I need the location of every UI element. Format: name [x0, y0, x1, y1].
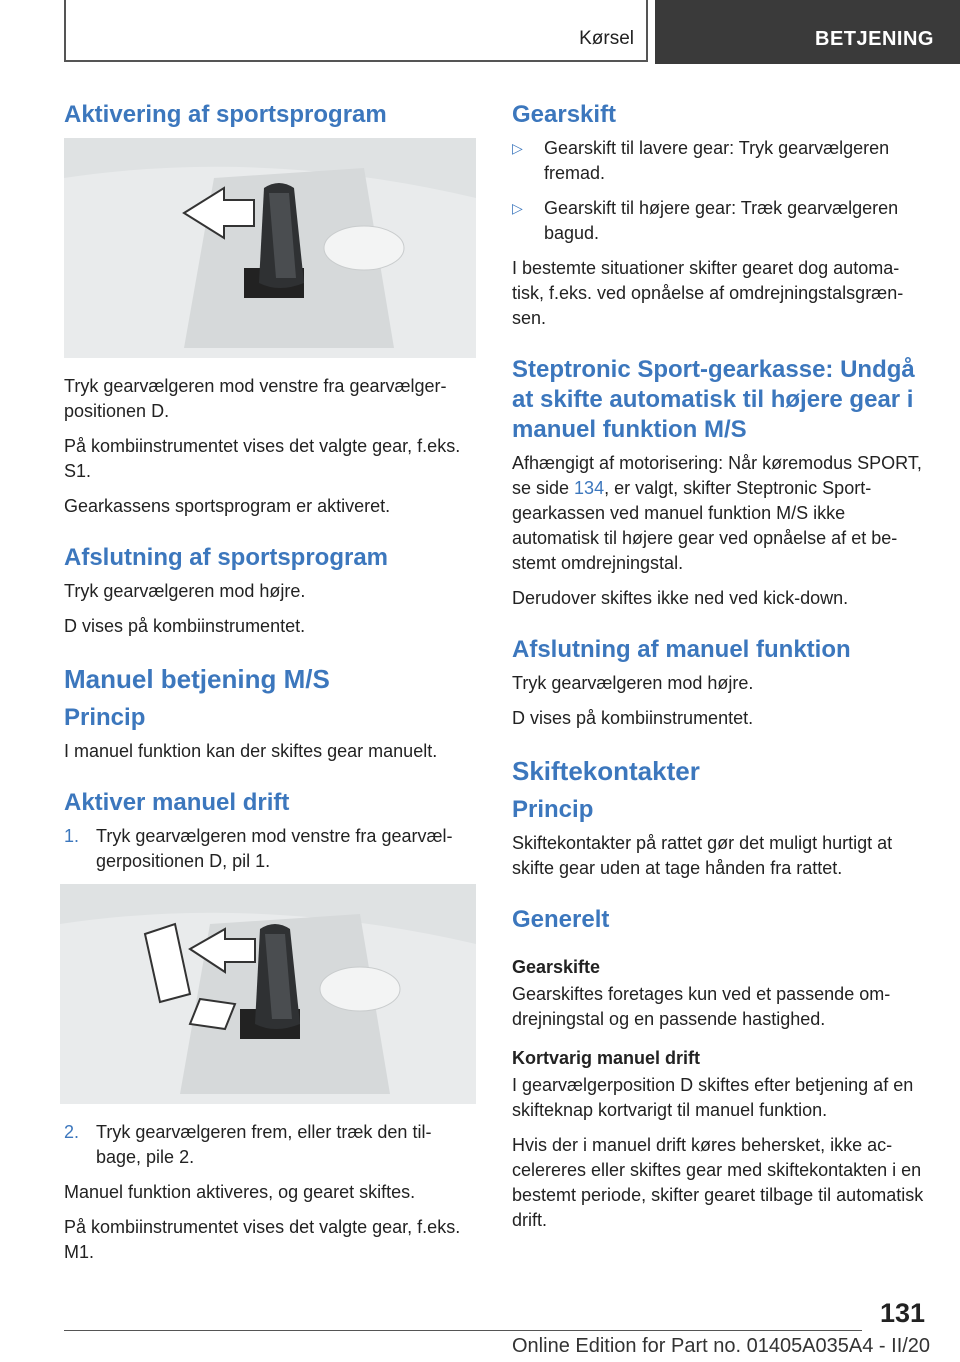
paragraph: Gearkassens sportsprogram er aktiveret. — [64, 496, 391, 516]
heading-activate-manual: Aktiver manuel drift — [64, 789, 290, 816]
right-column — [512, 100, 926, 1243]
paragraph: Derudover skiftes ikke ned ved kick-down. — [512, 588, 849, 608]
heading-principle: Princip — [512, 796, 594, 823]
chapter-tab — [655, 0, 960, 64]
subheading: Gearskifte — [512, 957, 601, 977]
section-label: Kørsel — [579, 28, 634, 49]
heading-principle: Princip — [64, 704, 146, 731]
paragraph: Manuel funktion aktiveres, og gearet skiftes. — [64, 1182, 416, 1202]
paragraph: I gearvælgerposition D skiftes efter betjening af en skifteknap kortvarigt til manuel funktion. — [512, 1075, 914, 1120]
step-number: 2. — [64, 1122, 80, 1142]
page-link[interactable]: 134 — [574, 478, 605, 498]
bullet-text: Gearskift til lavere gear: Tryk gearvælgeren fremad. — [544, 138, 890, 183]
chapter-label: BETJENING — [815, 28, 934, 50]
paragraph: I manuel funktion kan der skiftes gear manuelt. — [64, 741, 438, 761]
gear-selector-image-2 — [60, 884, 476, 1104]
paragraph: D vises på kombiinstrumentet. — [512, 708, 754, 728]
left-column — [64, 100, 476, 1275]
footer-divider — [64, 1330, 862, 1331]
section-tab — [64, 0, 648, 62]
step-number: 1. — [64, 826, 80, 846]
triangle-bullet-icon: ▷ — [512, 200, 523, 216]
list-item — [512, 136, 926, 186]
subheading: Kortvarig manuel drift — [512, 1048, 701, 1068]
paragraph: Tryk gearvælgeren mod højre. — [64, 581, 306, 601]
heading-manual: Manuel betjening M/S — [64, 664, 330, 694]
paragraph: Gearskiftes foretages kun ved et passende om-drejningstal og en passende hastighed. — [512, 984, 891, 1029]
heading-shift-paddles: Skiftekontakter — [512, 756, 700, 786]
paragraph: På kombiinstrumentet vises det valgte gear, f.eks. M1. — [64, 1217, 461, 1262]
list-item — [512, 196, 926, 246]
paragraph: Tryk gearvælgeren mod venstre fra gearvælger-positionen D. — [64, 376, 447, 421]
page-number: 131 — [880, 1298, 926, 1328]
heading-general: Generelt — [512, 906, 610, 933]
list-item — [64, 1120, 476, 1170]
paragraph: Skiftekontakter på rattet gør det muligt hurtigt at skifte gear uden at tage hånden fra rattet. — [512, 833, 893, 878]
footer-edition: Online Edition for Part no. 01405A035A4 - II/20 — [512, 1335, 931, 1357]
heading-manual-end: Afslutning af manuel funktion — [512, 636, 851, 663]
text: Afhængigt af motorisering: Når køremodus SPORT, se side — [512, 453, 922, 498]
page-header — [0, 0, 960, 66]
paragraph: Hvis der i manuel drift køres behersket, ikke ac-celereres eller skiftes gear med skiftekontakten i en bestemt periode, skifter gearet tilbage til automatisk drift. — [512, 1135, 924, 1230]
paragraph: Tryk gearvælgeren mod højre. — [512, 673, 754, 693]
triangle-bullet-icon: ▷ — [512, 140, 523, 156]
heading-sport-end: Afslutning af sportsprogram — [64, 544, 389, 571]
paragraph: I bestemte situationer skifter gearet dog automa-tisk, f.eks. ved opnåelse af omdrejningstalsgræn-sen. — [512, 258, 904, 328]
text: , er valgt, skifter Steptronic Sport-gearkassen ved manuel funktion M/S ikke automatisk til højere gear ved opnåelse af et be-stemt omdrejningstal. — [512, 478, 898, 573]
paragraph: På kombiinstrumentet vises det valgte gear, f.eks. S1. — [64, 436, 461, 481]
list-item — [64, 824, 476, 874]
gear-selector-image-1 — [64, 138, 476, 358]
paragraph: D vises på kombiinstrumentet. — [64, 616, 306, 636]
heading-steptronic: Steptronic Sport-gearkasse: Undgå at skifte automatisk til højere gear i manuel funktion M/S — [512, 356, 915, 443]
bullet-text: Gearskift til højere gear: Træk gearvælgeren bagud. — [544, 198, 899, 243]
heading-sport-activation: Aktivering af sportsprogram — [64, 101, 387, 128]
step-text: Tryk gearvælgeren frem, eller træk den til-bage, pile 2. — [96, 1122, 432, 1167]
paragraph — [512, 451, 926, 576]
step-text: Tryk gearvælgeren mod venstre fra gearvæl-gerpositionen D, pil 1. — [96, 826, 453, 871]
heading-gearshift: Gearskift — [512, 101, 617, 128]
